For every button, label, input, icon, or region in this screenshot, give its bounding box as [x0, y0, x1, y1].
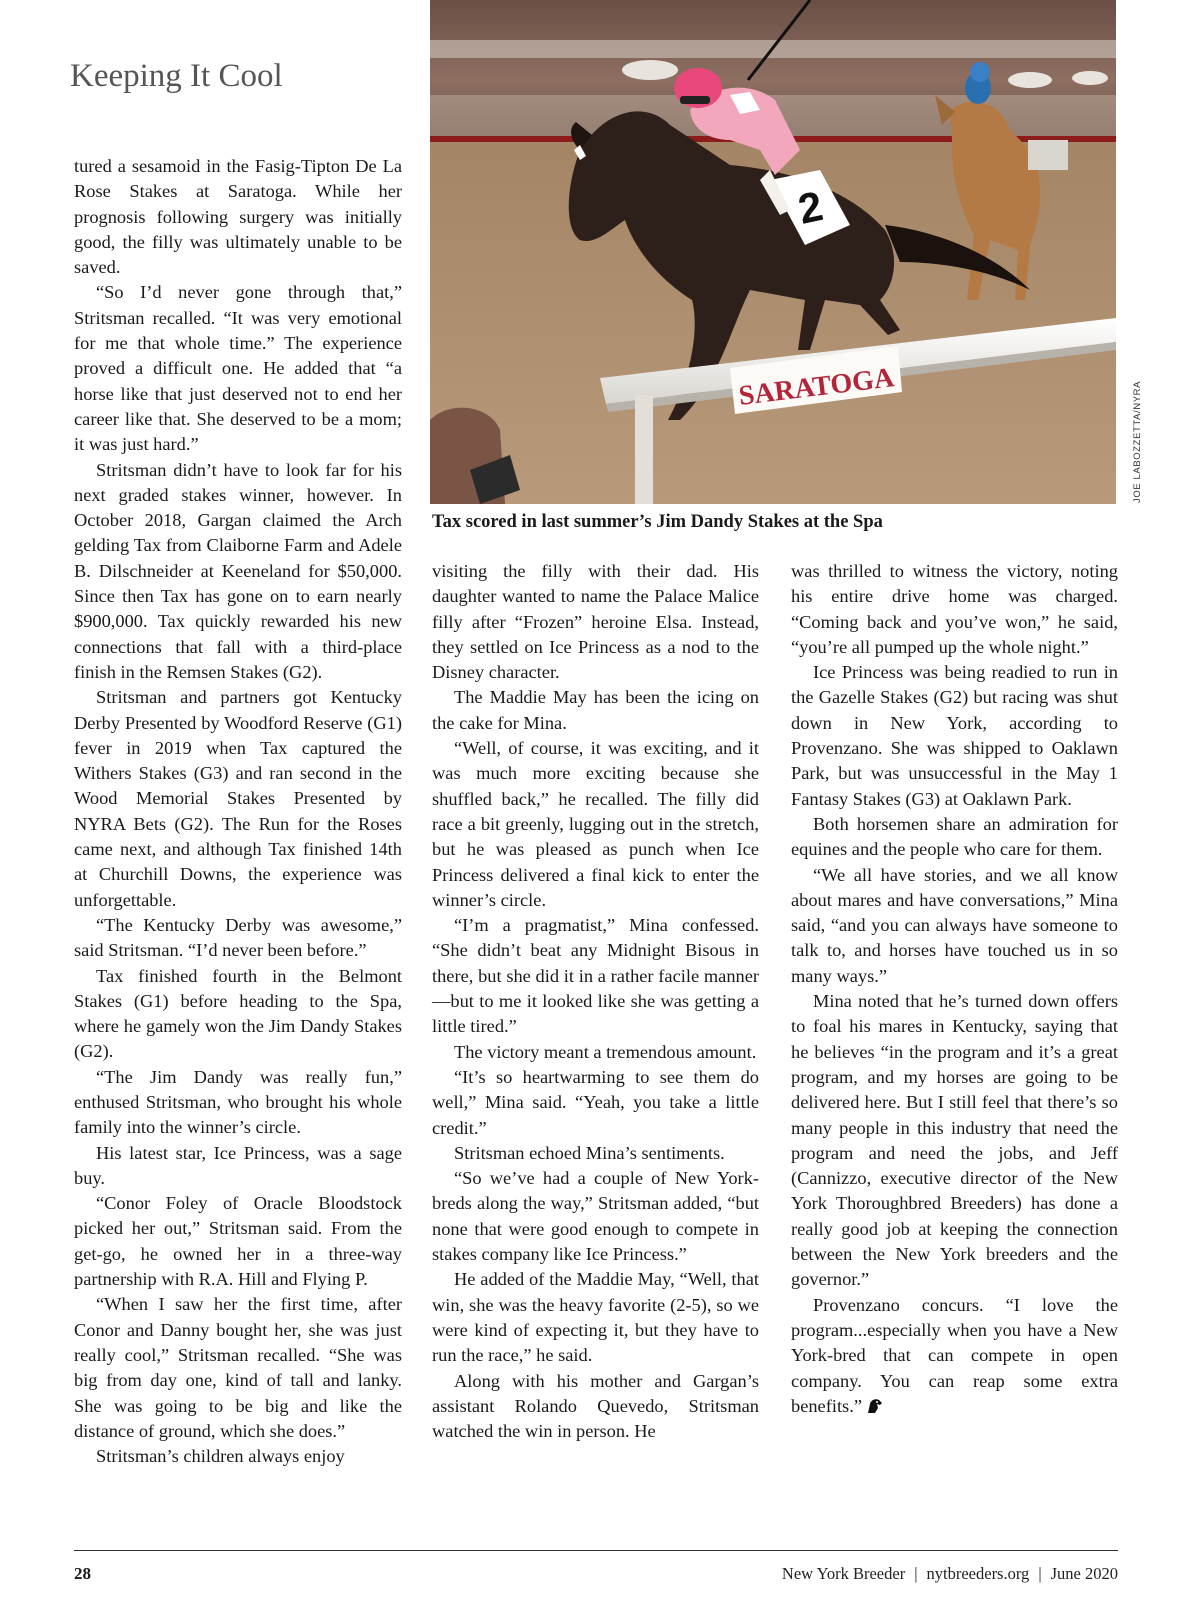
paragraph: Ice Princess was being readied to run in the Gazelle Stakes (G2) but racing was shut down in New York, according to Provenzano. She was shipped to Oaklawn Park, but was unsuccessful in the May 1 Fantasy Stakes (G3) at Oaklawn Park.	[791, 662, 1118, 809]
photo-caption: Tax scored in last summer’s Jim Dandy Stakes at the Spa	[432, 512, 883, 532]
paragraph: Along with his mother and Gargan’s assistant Rolando Quevedo, Stritsman watched the win in person. He	[432, 1370, 759, 1442]
horse-head-end-icon	[866, 1398, 884, 1414]
paragraph: The victory meant a tremendous amount.	[454, 1041, 757, 1062]
paragraph: “Conor Foley of Oracle Bloodstock picked her out,” Stritsman said. From the get-go, he owned her in a three-way partnership with R.A. Hill and Flying P.	[74, 1193, 402, 1290]
final-paragraph	[791, 1293, 1118, 1419]
paragraph: “So I’d never gone through that,” Stritsman recalled. “It was very emotional for me that whole time.” The experience proved a difficult one. He added that “a horse like that just deserved not to end her career like that. She deserved to be a mom; it was just hard.”	[74, 282, 402, 455]
article-column-1	[74, 154, 402, 1469]
paragraph: “Well, of course, it was exciting, and it was much more exciting because she shuffled back,” he recalled. The filly did race a bit greenly, lugging out in the stretch, but he was pleased as punch when Ice Princess delivered a final kick to enter the winner’s circle.	[432, 738, 759, 910]
paragraph: “So we’ve had a couple of New York-breds along the way,” Stritsman added, “but none that were good enough to compete in stakes company like Ice Princess.”	[432, 1168, 759, 1265]
paragraph: Stritsman’s children always enjoy	[96, 1446, 345, 1467]
paragraph: “When I saw her the first time, after Conor and Danny bought her, she was just really cool,” Stritsman recalled. “She was big from day one, kind of tall and lanky. She was going to be big and like the distance of ground, which she does.”	[74, 1294, 402, 1441]
footer-separator: |	[914, 1564, 918, 1583]
footer-info	[782, 1564, 1118, 1584]
paragraph: Both horsemen share an admiration for equines and the people who care for them.	[791, 813, 1118, 860]
paragraph: “The Jim Dandy was really fun,” enthused Stritsman, who brought his whole family into the winner’s circle.	[74, 1066, 402, 1138]
photo-credit: JOE LABOZZETTA/NYRA	[1132, 380, 1143, 503]
paragraph: “It’s so heartwarming to see them do well,” Mina said. “Yeah, you take a little credit.”	[432, 1066, 759, 1138]
paragraph: He added of the Maddie May, “Well, that win, she was the heavy favorite (2-5), so we were kind of expecting it, but they have to run the race,” he said.	[432, 1269, 759, 1366]
paragraph: Stritsman echoed Mina’s sentiments.	[454, 1142, 725, 1163]
paragraph: His latest star, Ice Princess, was a sage buy.	[74, 1142, 402, 1188]
paragraph: Stritsman didn’t have to look far for his next graded stakes winner, however. In October 2018, Gargan claimed the Arch gelding Tax from Claiborne Farm and Adele B. Dilschneider at Keeneland for $50,000. Since then Tax has gone on to earn nearly $900,000. Tax quickly rewarded his new connections that fall with a third-place finish in the Remsen Stakes (G2).	[74, 459, 402, 682]
rail-sign-text: SARATOGA	[737, 362, 896, 412]
article-column-3	[791, 559, 1118, 1419]
paragraph: “I’m a pragmatist,” Mina confessed. “She didn’t beat any Midnight Bisous in there, but she did it in a rather facile manner—but to me it looked like she was getting a little tired.”	[432, 915, 759, 1037]
paragraph: Mina noted that he’s turned down offers to foal his mares in Kentucky, saying that he believes “in the program and it’s a great program, and my horses are going to be delivered here. But I still feel that there’s so many people in this industry that need the program and need the jobs, and Jeff (Cannizzo, executive director of the New York Thoroughbred Breeders) has done a really good job at keeping the connection between the New York breeders and the governor.”	[791, 991, 1118, 1290]
website-link[interactable]: nytbreeders.org	[926, 1564, 1030, 1583]
footer-separator: |	[1038, 1564, 1042, 1583]
saddle-number: 2	[794, 181, 827, 233]
paragraph: tured a sesamoid in the Fasig-Tipton De La Rose Stakes at Saratoga. While her prognosis following surgery was initially good, the filly was ultimately unable to be saved.	[74, 156, 402, 278]
paragraph-text: Provenzano concurs. “I love the program...especially when you have a New York-bred that can compete in open company. You can reap some extra benefits.”	[791, 1294, 1118, 1416]
publication-name: New York Breeder	[781, 1564, 906, 1583]
paragraph: Stritsman and partners got Kentucky Derby Presented by Woodford Reserve (G1) fever in 2019 when Tax captured the Withers Stakes (G3) and ran second in the Wood Memorial Stakes Presented by NYRA Bets (G2). The Run for the Roses came next, and although Tax finished 14th at Churchill Downs, the experience was unforgettable.	[74, 687, 402, 910]
paragraph: “The Kentucky Derby was awesome,” said Stritsman. “I’d never been before.”	[74, 914, 402, 961]
horse-racing-photo	[430, 0, 1116, 504]
paragraph: The Maddie May has been the icing on the cake for Mina.	[432, 687, 759, 733]
paragraph: was thrilled to witness the victory, noting his entire drive home was charged. “Coming back and you’ve won,” he said, “you’re all pumped up the whole night.”	[791, 561, 1118, 657]
issue-date: June 2020	[1050, 1564, 1118, 1583]
page-number: 28	[74, 1564, 91, 1583]
article-column-2	[432, 559, 759, 1444]
footer-rule	[74, 1550, 1118, 1551]
paragraph: “We all have stories, and we all know about mares and have conversations,” Mina said, “and you can always have someone to talk to, and horses have touched us in so many ways.”	[791, 864, 1118, 986]
paragraph: visiting the filly with their dad. His daughter wanted to name the Palace Malice filly after “Frozen” heroine Elsa. Instead, they settled on Ice Princess as a nod to the Disney character.	[432, 561, 759, 683]
section-title: Keeping It Cool	[70, 58, 283, 94]
paragraph: Tax finished fourth in the Belmont Stakes (G1) before heading to the Spa, where he gamely won the Jim Dandy Stakes (G2).	[74, 965, 402, 1062]
